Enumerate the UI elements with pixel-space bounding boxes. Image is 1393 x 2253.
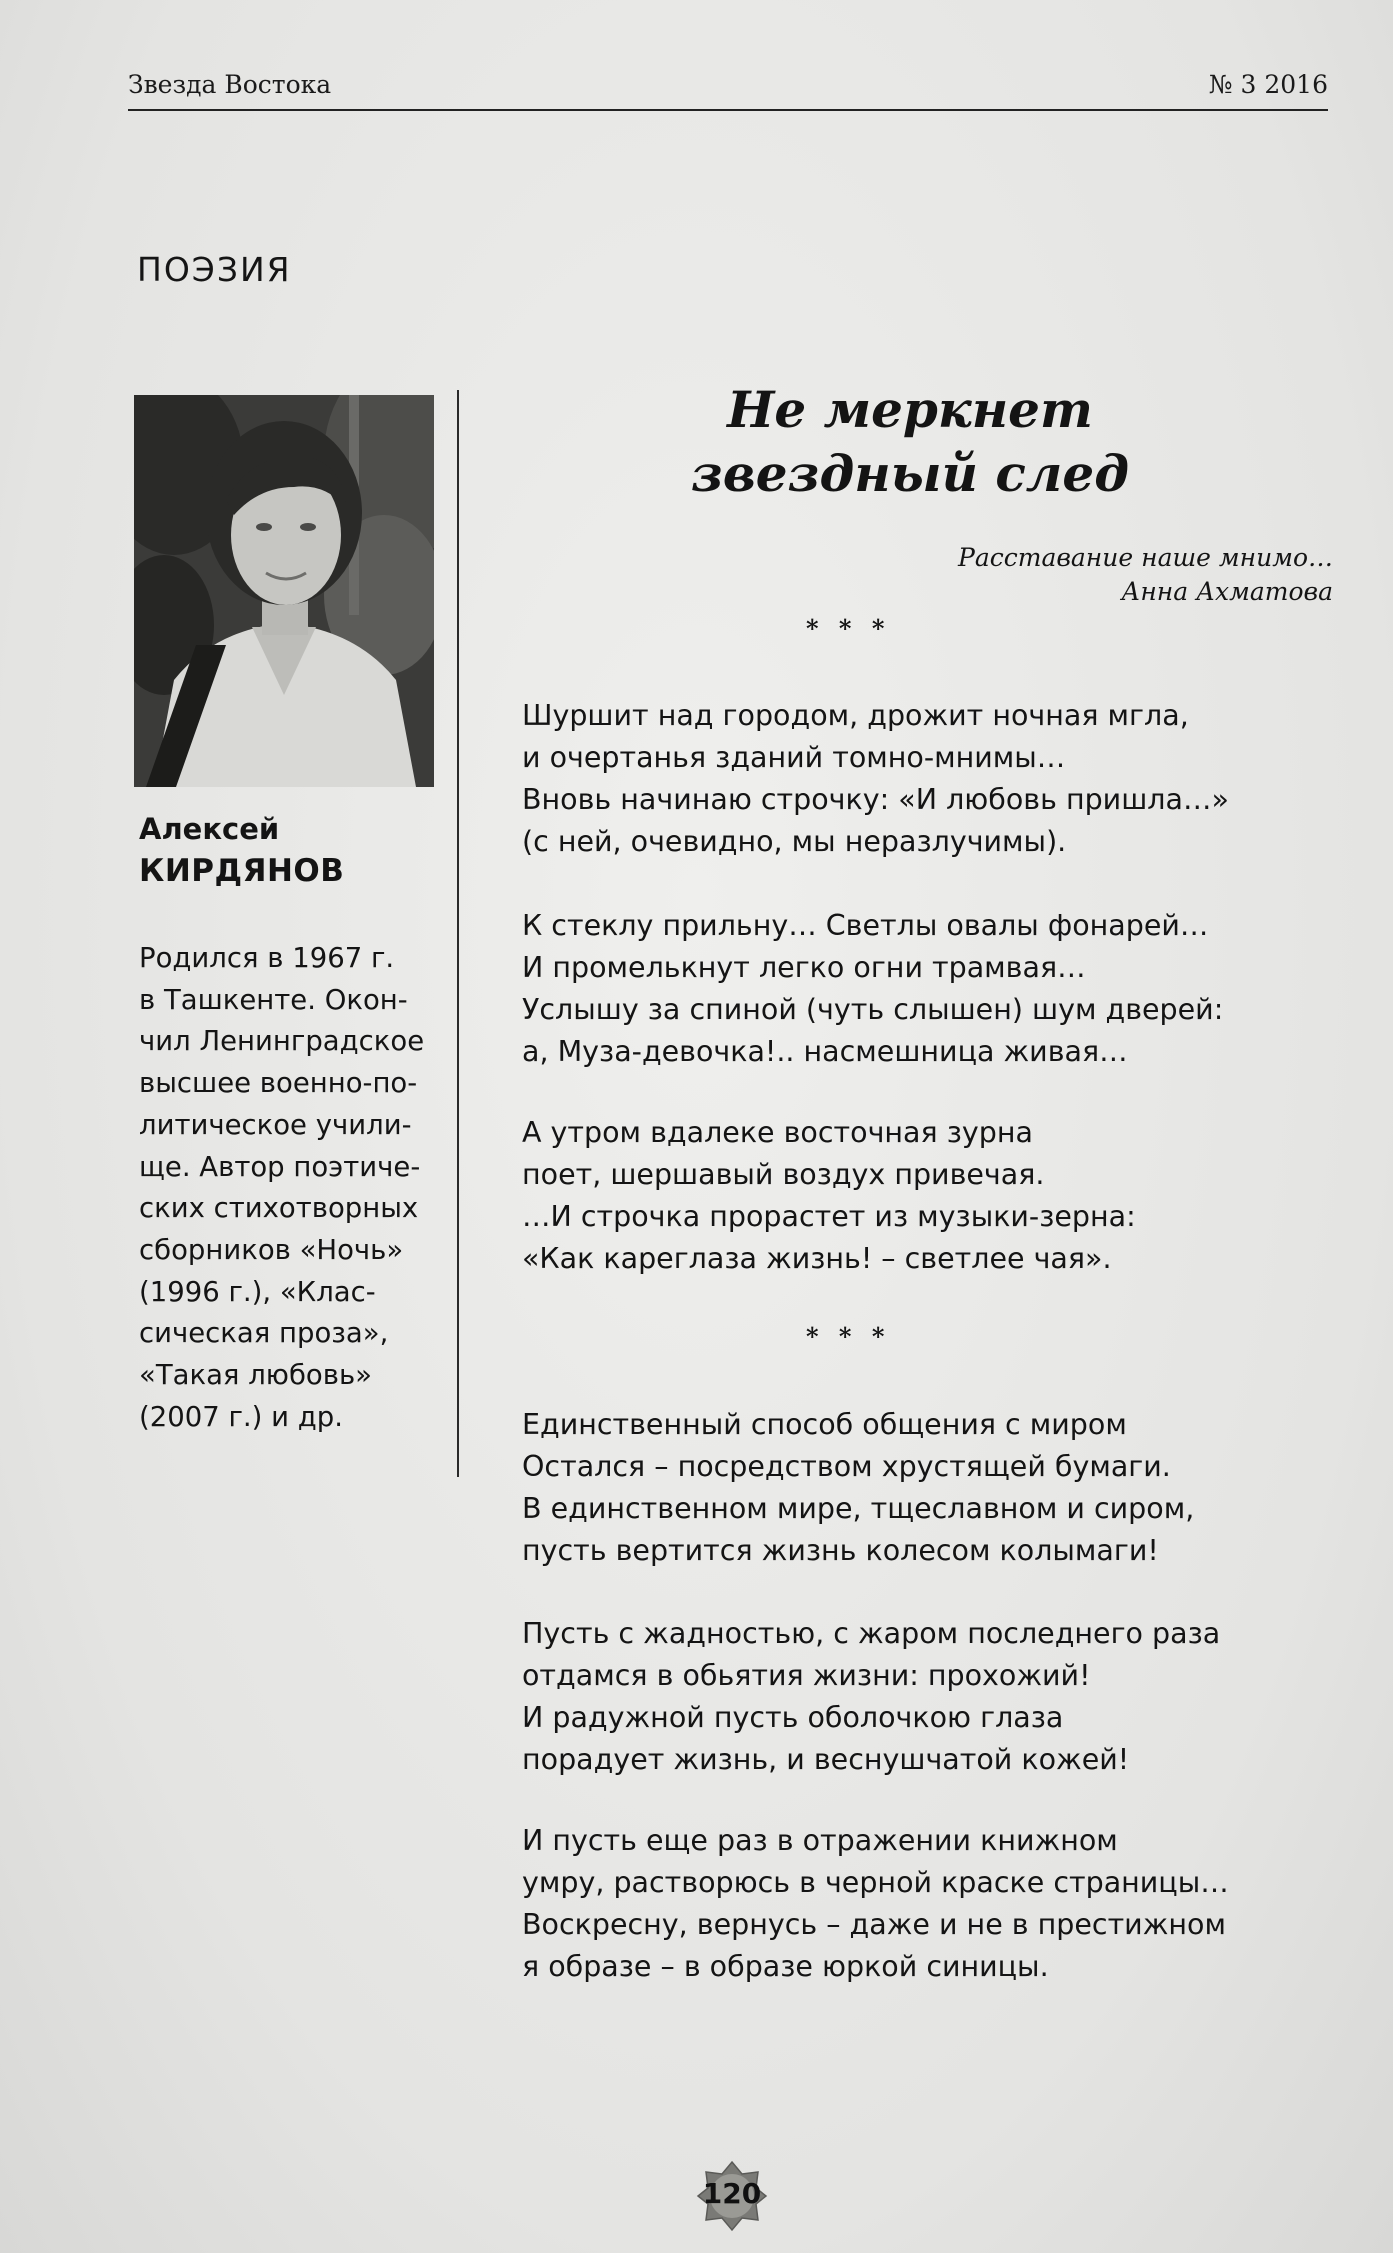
- page-number: 120: [702, 2177, 762, 2210]
- bio-line: Родился в 1967 г.: [139, 942, 395, 974]
- verse-line: Услышу за спиной (чуть слышен) шум дверей:: [522, 993, 1224, 1026]
- author-photo: [134, 395, 434, 787]
- verse-line: Пусть с жадностью, с жаром последнего раза: [522, 1617, 1221, 1650]
- verse-line: отдамся в обьятия жизни: прохожий!: [522, 1659, 1091, 1692]
- verse-line: В единственном мире, тщеславном и сиром,: [522, 1492, 1195, 1525]
- epigraph: [958, 541, 1333, 609]
- verse-line: Воскресну, вернусь – даже и не в престижном: [522, 1908, 1226, 1941]
- section-label: ПОЭЗИЯ: [137, 250, 292, 289]
- epigraph-author: Анна Ахматова: [1121, 577, 1333, 606]
- verse-line: Шуршит над городом, дрожит ночная мгла,: [522, 699, 1189, 732]
- epigraph-text: Расставание наше мнимо…: [958, 543, 1333, 572]
- verse-line: порадует жизнь, и веснушчатой кожей!: [522, 1743, 1130, 1776]
- bio-line: сборников «Ночь»: [139, 1233, 404, 1266]
- stanza-separator: * * *: [806, 1322, 891, 1351]
- journal-title: Звезда Востока: [128, 70, 332, 99]
- bio-line: ще. Автор поэтиче-: [139, 1150, 421, 1183]
- author-last-name: КИРДЯНОВ: [139, 853, 345, 889]
- stanza: [522, 905, 1223, 1073]
- verse-line: поет, шершавый воздух привечая.: [522, 1158, 1045, 1191]
- verse-line: умру, растворюсь в черной краске страницы…: [522, 1866, 1229, 1899]
- stanza: [522, 1820, 1229, 1988]
- verse-line: я образе – в образе юркой синицы.: [522, 1950, 1049, 1983]
- poem-title: [640, 378, 1180, 506]
- bio-line: чил Ленинградское: [139, 1025, 425, 1058]
- poem-title-line: Не меркнет: [727, 380, 1093, 439]
- bio-line: ских стихотворных: [139, 1192, 419, 1225]
- bio-line: (1996 г.), «Клас-: [139, 1275, 376, 1308]
- bio-line: в Ташкенте. Окон-: [139, 983, 408, 1016]
- column-divider: [457, 390, 459, 1477]
- verse-line: И пусть еще раз в отражении книжном: [522, 1824, 1118, 1857]
- header-rule: [128, 109, 1328, 111]
- verse-line: «Как кареглаза жизнь! – светлее чая».: [522, 1242, 1112, 1275]
- stanza: [522, 1112, 1136, 1280]
- issue-number: № 3 2016: [1208, 70, 1328, 99]
- verse-line: К стеклу прильну… Светлы овалы фонарей…: [522, 909, 1209, 942]
- verse-line: Единственный способ общения с миром: [522, 1408, 1127, 1441]
- verse-line: пусть вертится жизнь колесом колымаги!: [522, 1534, 1159, 1567]
- stanza: [522, 695, 1229, 863]
- bio-line: (2007 г.) и др.: [139, 1400, 343, 1433]
- verse-line: Остался – посредством хрустящей бумаги.: [522, 1450, 1171, 1483]
- bio-line: «Такая любовь»: [139, 1359, 372, 1392]
- bio-line: высшее военно-по-: [139, 1067, 418, 1100]
- stanza: [522, 1613, 1220, 1781]
- poem-title-line: звездный след: [691, 444, 1129, 503]
- verse-line: А утром вдалеке восточная зурна: [522, 1116, 1033, 1149]
- author-bio: [139, 938, 449, 1438]
- stanza: [522, 1404, 1194, 1572]
- verse-line: …И строчка прорастет из музыки-зерна:: [522, 1200, 1136, 1233]
- running-head: [128, 70, 1328, 110]
- verse-line: (с ней, очевидно, мы неразлучимы).: [522, 825, 1067, 858]
- verse-line: а, Муза-девочка!.. насмешница живая…: [522, 1035, 1128, 1068]
- bio-line: литическое учили-: [139, 1108, 412, 1141]
- author-first-name: Алексей: [139, 812, 280, 846]
- verse-line: Вновь начинаю строчку: «И любовь пришла…»: [522, 783, 1229, 816]
- stanza-separator: * * *: [806, 614, 891, 643]
- verse-line: И радужной пусть оболочкою глаза: [522, 1701, 1064, 1734]
- bio-line: сическая проза»,: [139, 1317, 389, 1350]
- verse-line: и очертанья зданий томно-мнимы…: [522, 741, 1066, 774]
- verse-line: И промелькнут легко огни трамвая…: [522, 951, 1086, 984]
